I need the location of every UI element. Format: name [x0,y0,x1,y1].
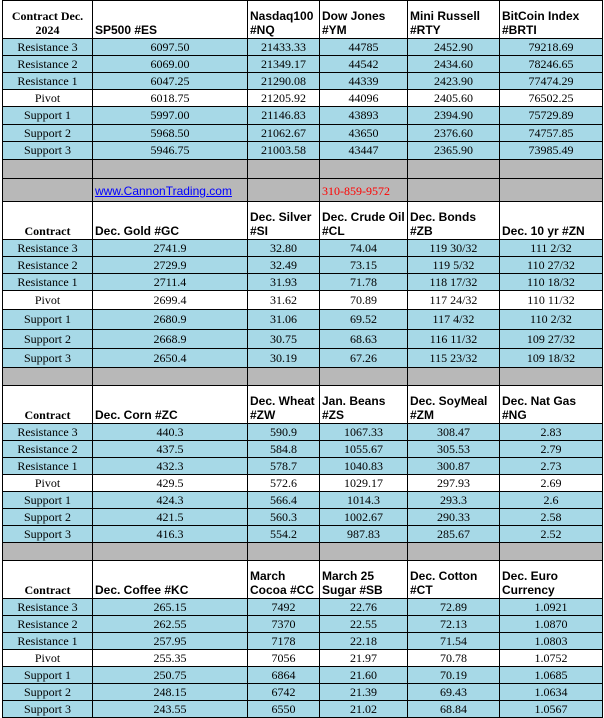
level-value: 432.3 [93,458,248,475]
level-label: Support 1 [3,667,93,684]
level-row [3,73,603,90]
level-value: 2.83 [500,424,603,441]
level-value: 2.58 [500,509,603,526]
level-value: 590.9 [248,424,320,441]
level-label: Pivot [3,650,93,667]
instrument-header: Dec. Coffee #KC [93,561,248,599]
header-row [3,561,603,599]
separator-cell [3,160,93,179]
instrument-header: March 25 Sugar #SB [320,561,408,599]
level-value: 1029.17 [320,475,408,492]
instrument-header: Dow Jones #YM [320,1,408,39]
level-value: 2711.4 [93,274,248,291]
level-value: 1067.33 [320,424,408,441]
instrument-header: SP500 #ES [93,1,248,39]
separator-cell [500,179,603,202]
level-row [3,599,603,616]
level-label: Pivot [3,291,93,310]
level-value: 2.52 [500,526,603,543]
level-value: 1002.67 [320,509,408,526]
separator-cell [248,160,320,179]
header-row [3,386,603,424]
level-value: 7492 [248,599,320,616]
separator-row [3,368,603,386]
instrument-header: Dec. Euro Currency [500,561,603,599]
level-value: 75729.89 [500,107,603,125]
pivot-row [3,90,603,107]
level-label: Support 3 [3,349,93,368]
separator-cell [320,160,408,179]
level-row [3,107,603,125]
level-value: 6018.75 [93,90,248,107]
level-value: 2699.4 [93,291,248,310]
level-row [3,509,603,526]
level-value: 73.15 [320,257,408,274]
level-value: 67.26 [320,349,408,368]
level-value: 110 18/32 [500,274,603,291]
level-value: 6047.25 [93,73,248,90]
level-value: 1055.67 [320,441,408,458]
level-value: 437.5 [93,441,248,458]
level-value: 2376.60 [408,125,500,142]
level-value: 117 24/32 [408,291,500,310]
level-value: 416.3 [93,526,248,543]
level-value: 21349.17 [248,56,320,73]
level-label: Resistance 1 [3,274,93,291]
level-value: 2.6 [500,492,603,509]
level-value: 6550 [248,701,320,718]
level-value: 2423.90 [408,73,500,90]
level-value: 30.19 [248,349,320,368]
level-value: 421.5 [93,509,248,526]
level-value: 248.15 [93,684,248,701]
level-row [3,667,603,684]
level-value: 79218.69 [500,39,603,56]
level-value: 2365.90 [408,142,500,160]
level-row [3,492,603,509]
level-label: Support 3 [3,701,93,718]
level-value: 1.0634 [500,684,603,701]
level-value: 2.69 [500,475,603,492]
level-value: 118 17/32 [408,274,500,291]
level-label: Resistance 1 [3,73,93,90]
level-value: 1.0752 [500,650,603,667]
level-value: 560.3 [248,509,320,526]
level-row [3,240,603,257]
level-value: 21062.67 [248,125,320,142]
contract-label: Contract [3,561,93,599]
header-row [3,202,603,240]
level-value: 2.73 [500,458,603,475]
level-value: 44096 [320,90,408,107]
level-value: 243.55 [93,701,248,718]
level-value: 21.97 [320,650,408,667]
contract-label: Contract [3,202,93,240]
level-label: Resistance 2 [3,56,93,73]
contact-row [3,179,603,202]
level-value: 43893 [320,107,408,125]
instrument-header: Dec. Crude Oil #CL [320,202,408,240]
level-row [3,56,603,73]
level-value: 297.93 [408,475,500,492]
contract-label: Contract Dec. 2024 [3,1,93,39]
level-value: 1.0567 [500,701,603,718]
contract-label: Contract [3,386,93,424]
level-value: 110 2/32 [500,310,603,330]
level-value: 32.49 [248,257,320,274]
level-value: 424.3 [93,492,248,509]
level-label: Resistance 2 [3,257,93,274]
level-value: 1040.83 [320,458,408,475]
pivot-row [3,650,603,667]
level-label: Support 1 [3,310,93,330]
level-label: Resistance 1 [3,458,93,475]
level-value: 2729.9 [93,257,248,274]
level-value: 74757.85 [500,125,603,142]
level-value: 73985.49 [500,142,603,160]
level-value: 2.79 [500,441,603,458]
level-value: 554.2 [248,526,320,543]
level-row [3,310,603,330]
level-value: 21003.58 [248,142,320,160]
level-value: 22.18 [320,633,408,650]
level-value: 2650.4 [93,349,248,368]
level-row [3,330,603,349]
level-value: 1.0870 [500,616,603,633]
level-value: 72.89 [408,599,500,616]
phone-cell [320,179,408,202]
instrument-header: Dec. Bonds #ZB [408,202,500,240]
level-row [3,424,603,441]
level-row [3,526,603,543]
level-value: 5968.50 [93,125,248,142]
instrument-header: Dec. 10 yr #ZN [500,202,603,240]
level-value: 71.78 [320,274,408,291]
level-value: 43650 [320,125,408,142]
separator-cell [408,160,500,179]
instrument-header: BitCoin Index #BRTI [500,1,603,39]
level-value: 31.93 [248,274,320,291]
level-value: 32.80 [248,240,320,257]
instrument-header: Dec. Cotton #CT [408,561,500,599]
level-value: 76502.25 [500,90,603,107]
level-value: 109 27/32 [500,330,603,349]
separator-cell [320,543,408,561]
level-label: Pivot [3,90,93,107]
level-value: 265.15 [93,599,248,616]
level-label: Pivot [3,475,93,492]
separator-cell [320,368,408,386]
level-row [3,142,603,160]
separator-cell [93,543,248,561]
level-value: 2741.9 [93,240,248,257]
pivot-row [3,291,603,310]
level-value: 44785 [320,39,408,56]
level-value: 2680.9 [93,310,248,330]
level-value: 293.3 [408,492,500,509]
separator-cell [3,543,93,561]
instrument-header: Dec. Gold #GC [93,202,248,240]
level-value: 110 27/32 [500,257,603,274]
instrument-header: Jan. Beans #ZS [320,386,408,424]
level-value: 2434.60 [408,56,500,73]
separator-cell [3,179,93,202]
level-value: 566.4 [248,492,320,509]
level-value: 6097.50 [93,39,248,56]
level-value: 308.47 [408,424,500,441]
separator-cell [248,179,320,202]
level-value: 7370 [248,616,320,633]
level-value: 987.83 [320,526,408,543]
level-value: 305.53 [408,441,500,458]
level-value: 1.0803 [500,633,603,650]
instrument-header: Nasdaq100 #NQ [248,1,320,39]
separator-cell [500,543,603,561]
level-value: 44339 [320,73,408,90]
level-row [3,441,603,458]
level-value: 2452.90 [408,39,500,56]
separator-cell [408,179,500,202]
separator-cell [248,368,320,386]
separator-cell [408,368,500,386]
separator-row [3,160,603,179]
level-value: 21205.92 [248,90,320,107]
instrument-header: Dec. Corn #ZC [93,386,248,424]
level-value: 43447 [320,142,408,160]
level-value: 300.87 [408,458,500,475]
level-value: 578.7 [248,458,320,475]
level-value: 31.62 [248,291,320,310]
level-label: Resistance 1 [3,633,93,650]
instrument-header: Dec. Wheat #ZW [248,386,320,424]
level-label: Resistance 2 [3,616,93,633]
level-value: 2405.60 [408,90,500,107]
level-value: 2668.9 [93,330,248,349]
level-value: 21146.83 [248,107,320,125]
level-value: 116 11/32 [408,330,500,349]
level-value: 1.0685 [500,667,603,684]
level-row [3,684,603,701]
instrument-header: Dec. SoyMeal #ZM [408,386,500,424]
level-row [3,349,603,368]
website-link[interactable]: www.CannonTrading.com [95,184,232,198]
level-row [3,701,603,718]
level-label: Resistance 3 [3,599,93,616]
level-label: Resistance 2 [3,441,93,458]
level-value: 119 5/32 [408,257,500,274]
level-value: 572.6 [248,475,320,492]
level-row [3,125,603,142]
level-value: 5946.75 [93,142,248,160]
level-label: Resistance 3 [3,424,93,441]
level-value: 111 2/32 [500,240,603,257]
instrument-header: Dec. Silver #SI [248,202,320,240]
separator-cell [500,368,603,386]
level-value: 6069.00 [93,56,248,73]
level-value: 290.33 [408,509,500,526]
level-value: 78246.65 [500,56,603,73]
pivot-levels-table [2,0,603,718]
level-value: 68.63 [320,330,408,349]
level-value: 77474.29 [500,73,603,90]
level-label: Support 1 [3,492,93,509]
separator-cell [408,543,500,561]
level-label: Support 1 [3,107,93,125]
level-value: 22.55 [320,616,408,633]
level-value: 21.02 [320,701,408,718]
level-value: 21433.33 [248,39,320,56]
level-value: 74.04 [320,240,408,257]
level-value: 69.52 [320,310,408,330]
level-value: 250.75 [93,667,248,684]
level-value: 70.89 [320,291,408,310]
level-value: 1.0921 [500,599,603,616]
level-row [3,257,603,274]
level-row [3,633,603,650]
level-label: Resistance 3 [3,240,93,257]
level-value: 7056 [248,650,320,667]
level-value: 22.76 [320,599,408,616]
level-value: 257.95 [93,633,248,650]
level-value: 440.3 [93,424,248,441]
level-value: 119 30/32 [408,240,500,257]
website-cell [93,179,248,202]
level-value: 109 18/32 [500,349,603,368]
level-label: Support 2 [3,684,93,701]
level-value: 7178 [248,633,320,650]
level-row [3,39,603,56]
level-value: 70.78 [408,650,500,667]
level-label: Support 3 [3,142,93,160]
pivot-row [3,475,603,492]
level-label: Resistance 3 [3,39,93,56]
instrument-header: March Cocoa #CC [248,561,320,599]
phone-number[interactable]: 310-859-9572 [322,184,390,198]
level-value: 72.13 [408,616,500,633]
level-value: 262.55 [93,616,248,633]
level-value: 70.19 [408,667,500,684]
level-value: 6864 [248,667,320,684]
level-label: Support 3 [3,526,93,543]
level-label: Support 2 [3,509,93,526]
level-value: 255.35 [93,650,248,667]
level-value: 2394.90 [408,107,500,125]
level-label: Support 2 [3,330,93,349]
level-value: 69.43 [408,684,500,701]
level-value: 117 4/32 [408,310,500,330]
level-label: Support 2 [3,125,93,142]
level-value: 5997.00 [93,107,248,125]
separator-cell [248,543,320,561]
level-value: 1014.3 [320,492,408,509]
level-row [3,616,603,633]
level-value: 44542 [320,56,408,73]
instrument-header: Mini Russell #RTY [408,1,500,39]
level-value: 21.60 [320,667,408,684]
level-value: 21290.08 [248,73,320,90]
level-value: 429.5 [93,475,248,492]
level-value: 285.67 [408,526,500,543]
header-row [3,1,603,39]
level-value: 71.54 [408,633,500,650]
separator-cell [93,160,248,179]
instrument-header: Dec. Nat Gas #NG [500,386,603,424]
level-row [3,274,603,291]
separator-cell [93,368,248,386]
level-value: 68.84 [408,701,500,718]
separator-cell [500,160,603,179]
separator-cell [3,368,93,386]
separator-row [3,543,603,561]
level-value: 584.8 [248,441,320,458]
level-value: 30.75 [248,330,320,349]
level-value: 31.06 [248,310,320,330]
level-value: 21.39 [320,684,408,701]
level-value: 115 23/32 [408,349,500,368]
level-value: 110 11/32 [500,291,603,310]
level-row [3,458,603,475]
level-value: 6742 [248,684,320,701]
